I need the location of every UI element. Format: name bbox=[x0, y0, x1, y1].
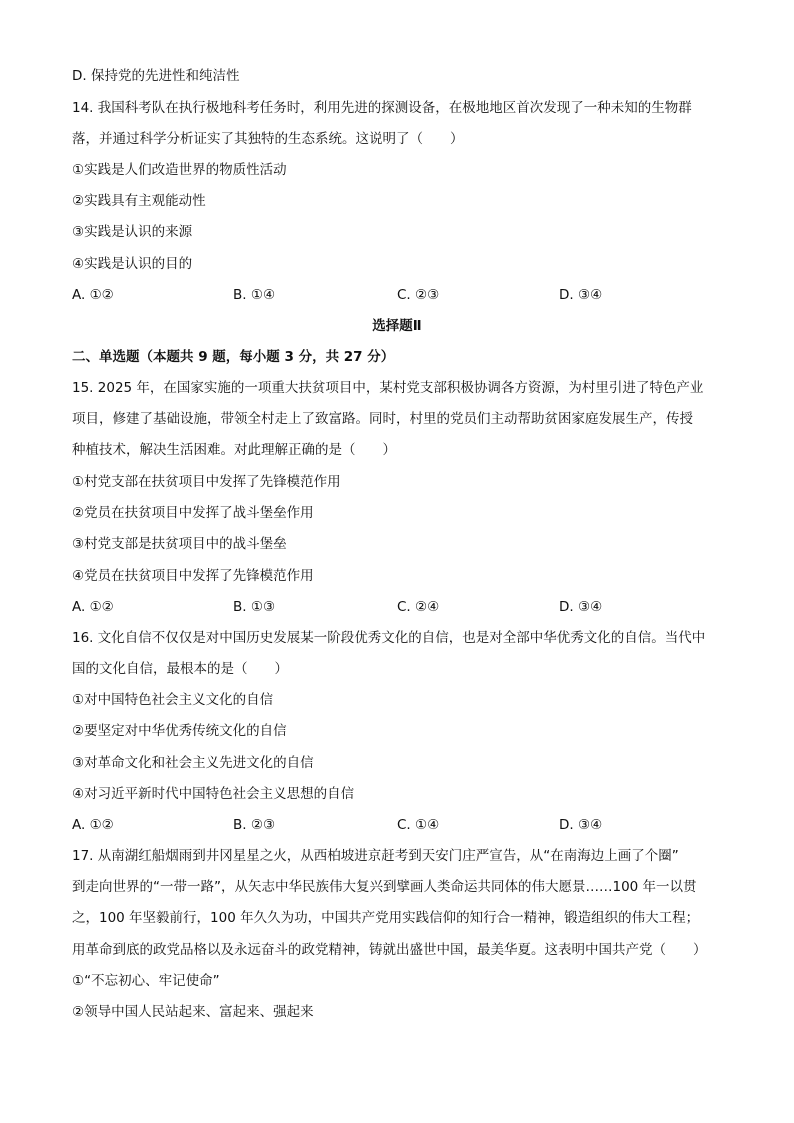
option-b: B. ②③ bbox=[233, 817, 276, 833]
answer-options bbox=[72, 815, 722, 835]
statement-item: ③对革命文化和社会主义先进文化的自信 bbox=[72, 755, 314, 771]
option-a: A. ①② bbox=[72, 599, 114, 615]
option-a: A. ①② bbox=[72, 287, 114, 303]
option-c: C. ①④ bbox=[397, 817, 440, 833]
question-text: 之，100 年坚毅前行，100 年久久为功，中国共产党用实践信仰的知行合一精神，锻造组织的伟大工程； bbox=[72, 910, 700, 926]
question-text: 种植技术，解决生活困难。对此理解正确的是（ ） bbox=[72, 442, 396, 458]
section-heading: 二、单选题（本题共 9 题，每小题 3 分，共 27 分） bbox=[72, 349, 395, 365]
question-text: 15. 2025 年，在国家实施的一项重大扶贫项目中，某村党支部积极协调各方资源，为村里引进了特色产业 bbox=[72, 380, 704, 396]
question-text: 落，并通过科学分析证实了其独特的生态系统。这说明了（ ） bbox=[72, 131, 464, 147]
section-title: 选择题Ⅱ bbox=[372, 318, 422, 334]
option-c: C. ②④ bbox=[397, 599, 440, 615]
statement-item: ①实践是人们改造世界的物质性活动 bbox=[72, 162, 287, 178]
statement-item: ②要坚定对中华优秀传统文化的自信 bbox=[72, 723, 287, 739]
statement-item: ④党员在扶贫项目中发挥了先锋模范作用 bbox=[72, 568, 314, 584]
statement-item: ①“不忘初心、牢记使命” bbox=[72, 973, 220, 989]
option-b: B. ①③ bbox=[233, 599, 276, 615]
option-a: A. ①② bbox=[72, 817, 114, 833]
question-text: 14. 我国科考队在执行极地科考任务时，利用先进的探测设备，在极地地区首次发现了一种未知的生物群 bbox=[72, 100, 692, 116]
question-text: 17. 从南湖红船烟雨到井冈星星之火，从西柏坡进京赶考到天安门庄严宣告，从“在南海边上画了个圈” bbox=[72, 848, 679, 864]
option-c: C. ②③ bbox=[397, 287, 440, 303]
q13-option-d: D. 保持党的先进性和纯洁性 bbox=[72, 68, 240, 84]
statement-item: ④实践是认识的目的 bbox=[72, 256, 193, 272]
statement-item: ③村党支部是扶贫项目中的战斗堡垒 bbox=[72, 536, 287, 552]
statement-item: ④对习近平新时代中国特色社会主义思想的自信 bbox=[72, 786, 355, 802]
statement-item: ①对中国特色社会主义文化的自信 bbox=[72, 692, 274, 708]
statement-item: ②实践具有主观能动性 bbox=[72, 193, 206, 209]
statement-item: ①村党支部在扶贫项目中发挥了先锋模范作用 bbox=[72, 474, 341, 490]
option-d: D. ③④ bbox=[559, 817, 603, 833]
question-text: 到走向世界的“一带一路”，从矢志中华民族伟大复兴到擘画人类命运共同体的伟大愿景……100 年一以贯 bbox=[72, 879, 697, 895]
statement-item: ③实践是认识的来源 bbox=[72, 224, 193, 240]
answer-options bbox=[72, 597, 722, 617]
question-text: 项目，修建了基础设施，带领全村走上了致富路。同时，村里的党员们主动帮助贫困家庭发展生产，传授 bbox=[72, 411, 693, 427]
question-text: 16. 文化自信不仅仅是对中国历史发展某一阶段优秀文化的自信，也是对全部中华优秀文化的自信。当代中 bbox=[72, 630, 706, 646]
question-text: 国的文化自信，最根本的是（ ） bbox=[72, 661, 288, 677]
option-d: D. ③④ bbox=[559, 287, 603, 303]
question-text: 用革命到底的政党品格以及永远奋斗的政党精神，铸就出盛世中国，最美华夏。这表明中国共产党（ ） bbox=[72, 942, 707, 958]
statement-item: ②党员在扶贫项目中发挥了战斗堡垒作用 bbox=[72, 505, 314, 521]
answer-options bbox=[72, 285, 722, 305]
option-d: D. ③④ bbox=[559, 599, 603, 615]
statement-item: ②领导中国人民站起来、富起来、强起来 bbox=[72, 1004, 314, 1020]
option-b: B. ①④ bbox=[233, 287, 276, 303]
